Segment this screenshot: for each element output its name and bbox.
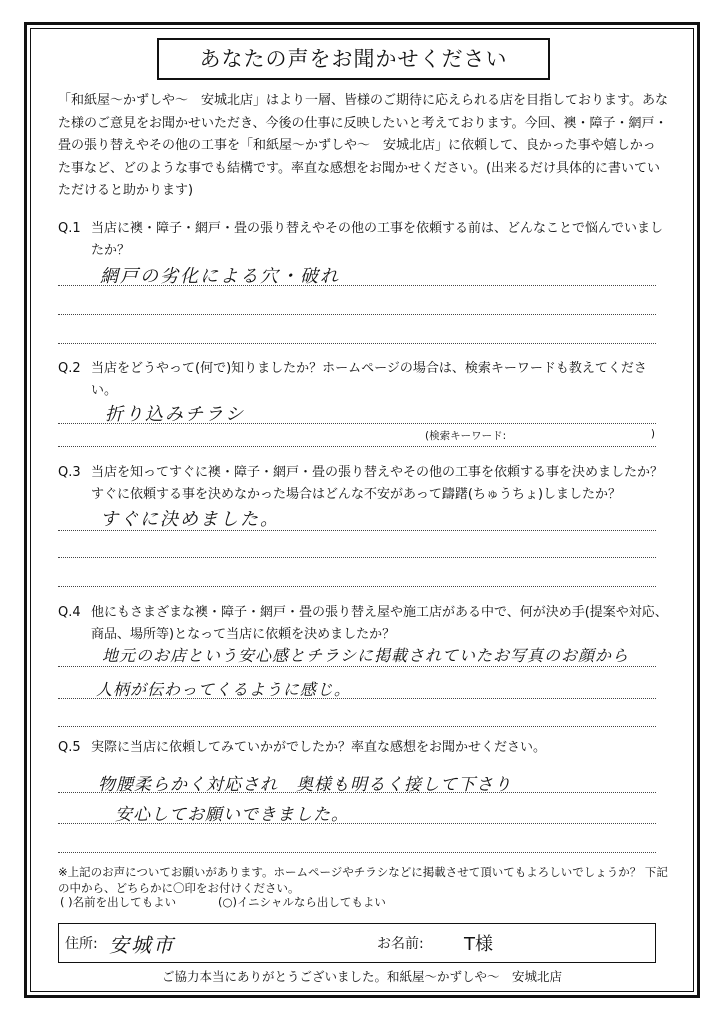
search-keyword-label: (検索キーワード: [425,430,507,442]
name-value: T様 [464,934,493,955]
answer-line [58,852,656,853]
answer-line [58,446,656,447]
question-number: Q.3 [58,465,81,480]
question-number: Q.2 [58,361,81,376]
answer-line [58,314,656,315]
answer-1-line-1: 網戸の劣化による穴・破れ [100,266,340,287]
answer-line [58,586,656,587]
consent-note: ※上記のお声についてお願いがあります。ホームページやチラシなどに掲載させて頂いてもよろしいでしょうか？ 下記の中から、どちらかに〇印をお付けください。 [58,865,668,895]
question-number: Q.5 [58,740,81,755]
answer-line [58,823,656,824]
answer-4-line-1: 地元のお店という安心感とチラシに掲載されていたお写真のお顔から [102,646,630,665]
answer-line [58,666,656,667]
question-number: Q.1 [58,221,81,236]
answer-line [58,557,656,558]
question-text: 当店に襖・障子・網戸・畳の張り替えやその他の工事を依頼する前は、どんなことで悩んでいましたか？ [91,221,664,258]
question-3 [58,462,668,506]
answer-5-line-1: 物腰柔らかく対応され 奥様も明るく接して下さり [98,775,512,795]
search-keyword-field [425,428,655,443]
question-2 [58,358,668,402]
question-text: 当店をどうやって(何で)知りましたか？ホームページの場合は、検索キーワードも教えてください。 [91,361,647,398]
question-text: 実際に当店に依頼してみていかがでしたか？率直な感想をお聞かせください。 [91,740,547,755]
footer-thanks: ご協力本当にありがとうございました。和紙屋～かずしや～ 安城北店 [161,969,562,984]
answer-line [58,726,656,727]
question-text: 当店を知ってすぐに襖・障子・網戸・畳の張り替えやその他の工事を依頼する事を決めましたか？すぐに依頼する事を決めなかった場合はどんな不安があって躊躇(ちゅうちょ)しましたか？ [91,465,664,502]
answer-3-line-1: すぐに決めました。 [100,509,280,530]
question-text: 他にもさまざまな襖・障子・網戸・畳の張り替え屋や施工店がある中で、何が決め手(提案や対応、商品、場所等)となって当店に依頼を決めましたか？ [91,605,668,642]
intro-text: 「和紙屋～かずしや～ 安城北店」はより一層、皆様のご期待に応えられる店を目指しております。あなた様のご意見をお聞かせいただき、今後の仕事に反映したいと考えております。今回、襖・障子・網戸・畳の張り替えやその他の工事を「和紙屋～かずしや～ 安城北店」に依頼して、良かった事や嬉しかった事など、どのような事でも結構です。率直な感想をお聞かせください。(出来るだけ具体的に書いていただけると助かります) [58,93,668,198]
answer-4-line-2: 人柄が伝わってくるように感じ。 [96,680,351,699]
question-4 [58,602,668,646]
consent-option-initials: (○)イニシャルなら出してもよい [218,895,386,909]
consent-option-name: ( )名前を出してもよい [60,895,177,909]
address-value: 安城市 [109,933,175,957]
answer-line [58,792,656,793]
answer-line [58,423,656,424]
question-5 [58,737,668,759]
answer-2-line-1: 折り込みチラシ [105,404,245,425]
answer-5-line-2: 安心してお願いできました。 [115,805,349,825]
answer-line [58,698,656,699]
page-title: あなたの声をお聞かせください [157,38,550,80]
question-number: Q.4 [58,605,81,620]
question-1 [58,218,668,262]
answer-line [58,343,656,344]
answer-line [58,530,656,531]
answer-line [58,285,656,286]
name-label: お名前: [377,936,424,952]
address-label: 住所: [65,936,98,952]
search-keyword-close: ) [650,428,655,440]
name-address-box [58,923,656,963]
